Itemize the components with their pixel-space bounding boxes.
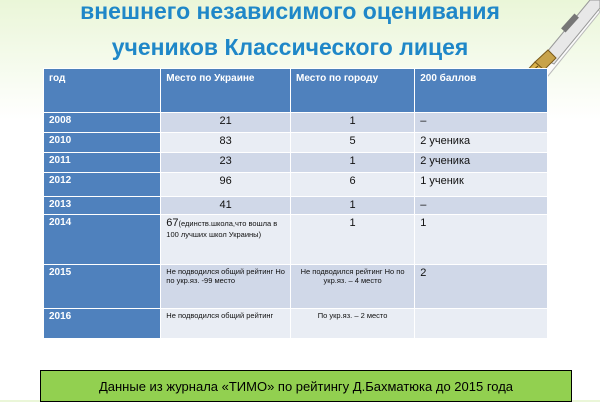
header-year: год	[44, 69, 161, 113]
cell-city: 1	[290, 215, 414, 265]
cell-ukraine: 21	[161, 113, 291, 133]
cell-city: 1	[290, 113, 414, 133]
cell-ukraine: 23	[161, 153, 291, 173]
cell-200: –	[415, 113, 548, 133]
cell-city: Не подводился рейтинг Но по укр.яз. – 4 место	[290, 265, 414, 309]
cell-year: 2014	[44, 215, 161, 265]
cell-city: 1	[290, 153, 414, 173]
ukraine-place-note: (единств.школа,что вошла в 100 лучших школ Украины)	[166, 219, 278, 239]
cell-ukraine: Не подводился общий рейтинг Но по укр.яз. -99 место	[161, 265, 291, 309]
cell-year: 2015	[44, 265, 161, 309]
cell-year: 2008	[44, 113, 161, 133]
table-row	[44, 265, 548, 309]
cell-year: 2016	[44, 309, 161, 339]
header-200-points: 200 баллов	[415, 69, 548, 113]
title-line-2: учеников Классического лицея	[111, 34, 469, 60]
cell-year: 2010	[44, 133, 161, 153]
source-note-banner	[40, 370, 572, 402]
cell-ukraine: 83	[161, 133, 291, 153]
cell-city: 5	[290, 133, 414, 153]
header-ukraine-place: Место по Украине	[161, 69, 291, 113]
cell-city: 6	[290, 173, 414, 197]
cell-city: По укр.яз. – 2 место	[290, 309, 414, 339]
cell-ukraine: 96	[161, 173, 291, 197]
cell-200: 1 ученик	[415, 173, 548, 197]
table-row	[44, 133, 548, 153]
cell-200: 2	[415, 265, 548, 309]
table-row	[44, 173, 548, 197]
table-row	[44, 215, 548, 265]
cell-ukraine: 41	[161, 197, 291, 215]
cell-200	[415, 309, 548, 339]
ukraine-place-value: 67	[166, 217, 179, 229]
table-row	[44, 153, 548, 173]
table-row	[44, 113, 548, 133]
cell-200: 2 ученика	[415, 133, 548, 153]
cell-ukraine	[161, 215, 291, 265]
header-city-place: Место по городу	[290, 69, 414, 113]
cell-200: 2 ученика	[415, 153, 548, 173]
cell-year: 2011	[44, 153, 161, 173]
table-row	[44, 197, 548, 215]
title-line-1: внешнего независимого оценивания	[80, 0, 500, 24]
table-row	[44, 309, 548, 339]
cell-year: 2013	[44, 197, 161, 215]
cell-200: –	[415, 197, 548, 215]
cell-200: 1	[415, 215, 548, 265]
cell-year: 2012	[44, 173, 161, 197]
table-header-row	[44, 69, 548, 113]
cell-city: 1	[290, 197, 414, 215]
source-note-text: Данные из журнала «ТИМО» по рейтингу Д.Бахматюка до 2015 года	[98, 378, 514, 394]
cell-ukraine: Не подводился общий рейтинг	[161, 309, 291, 339]
results-table	[43, 68, 548, 339]
